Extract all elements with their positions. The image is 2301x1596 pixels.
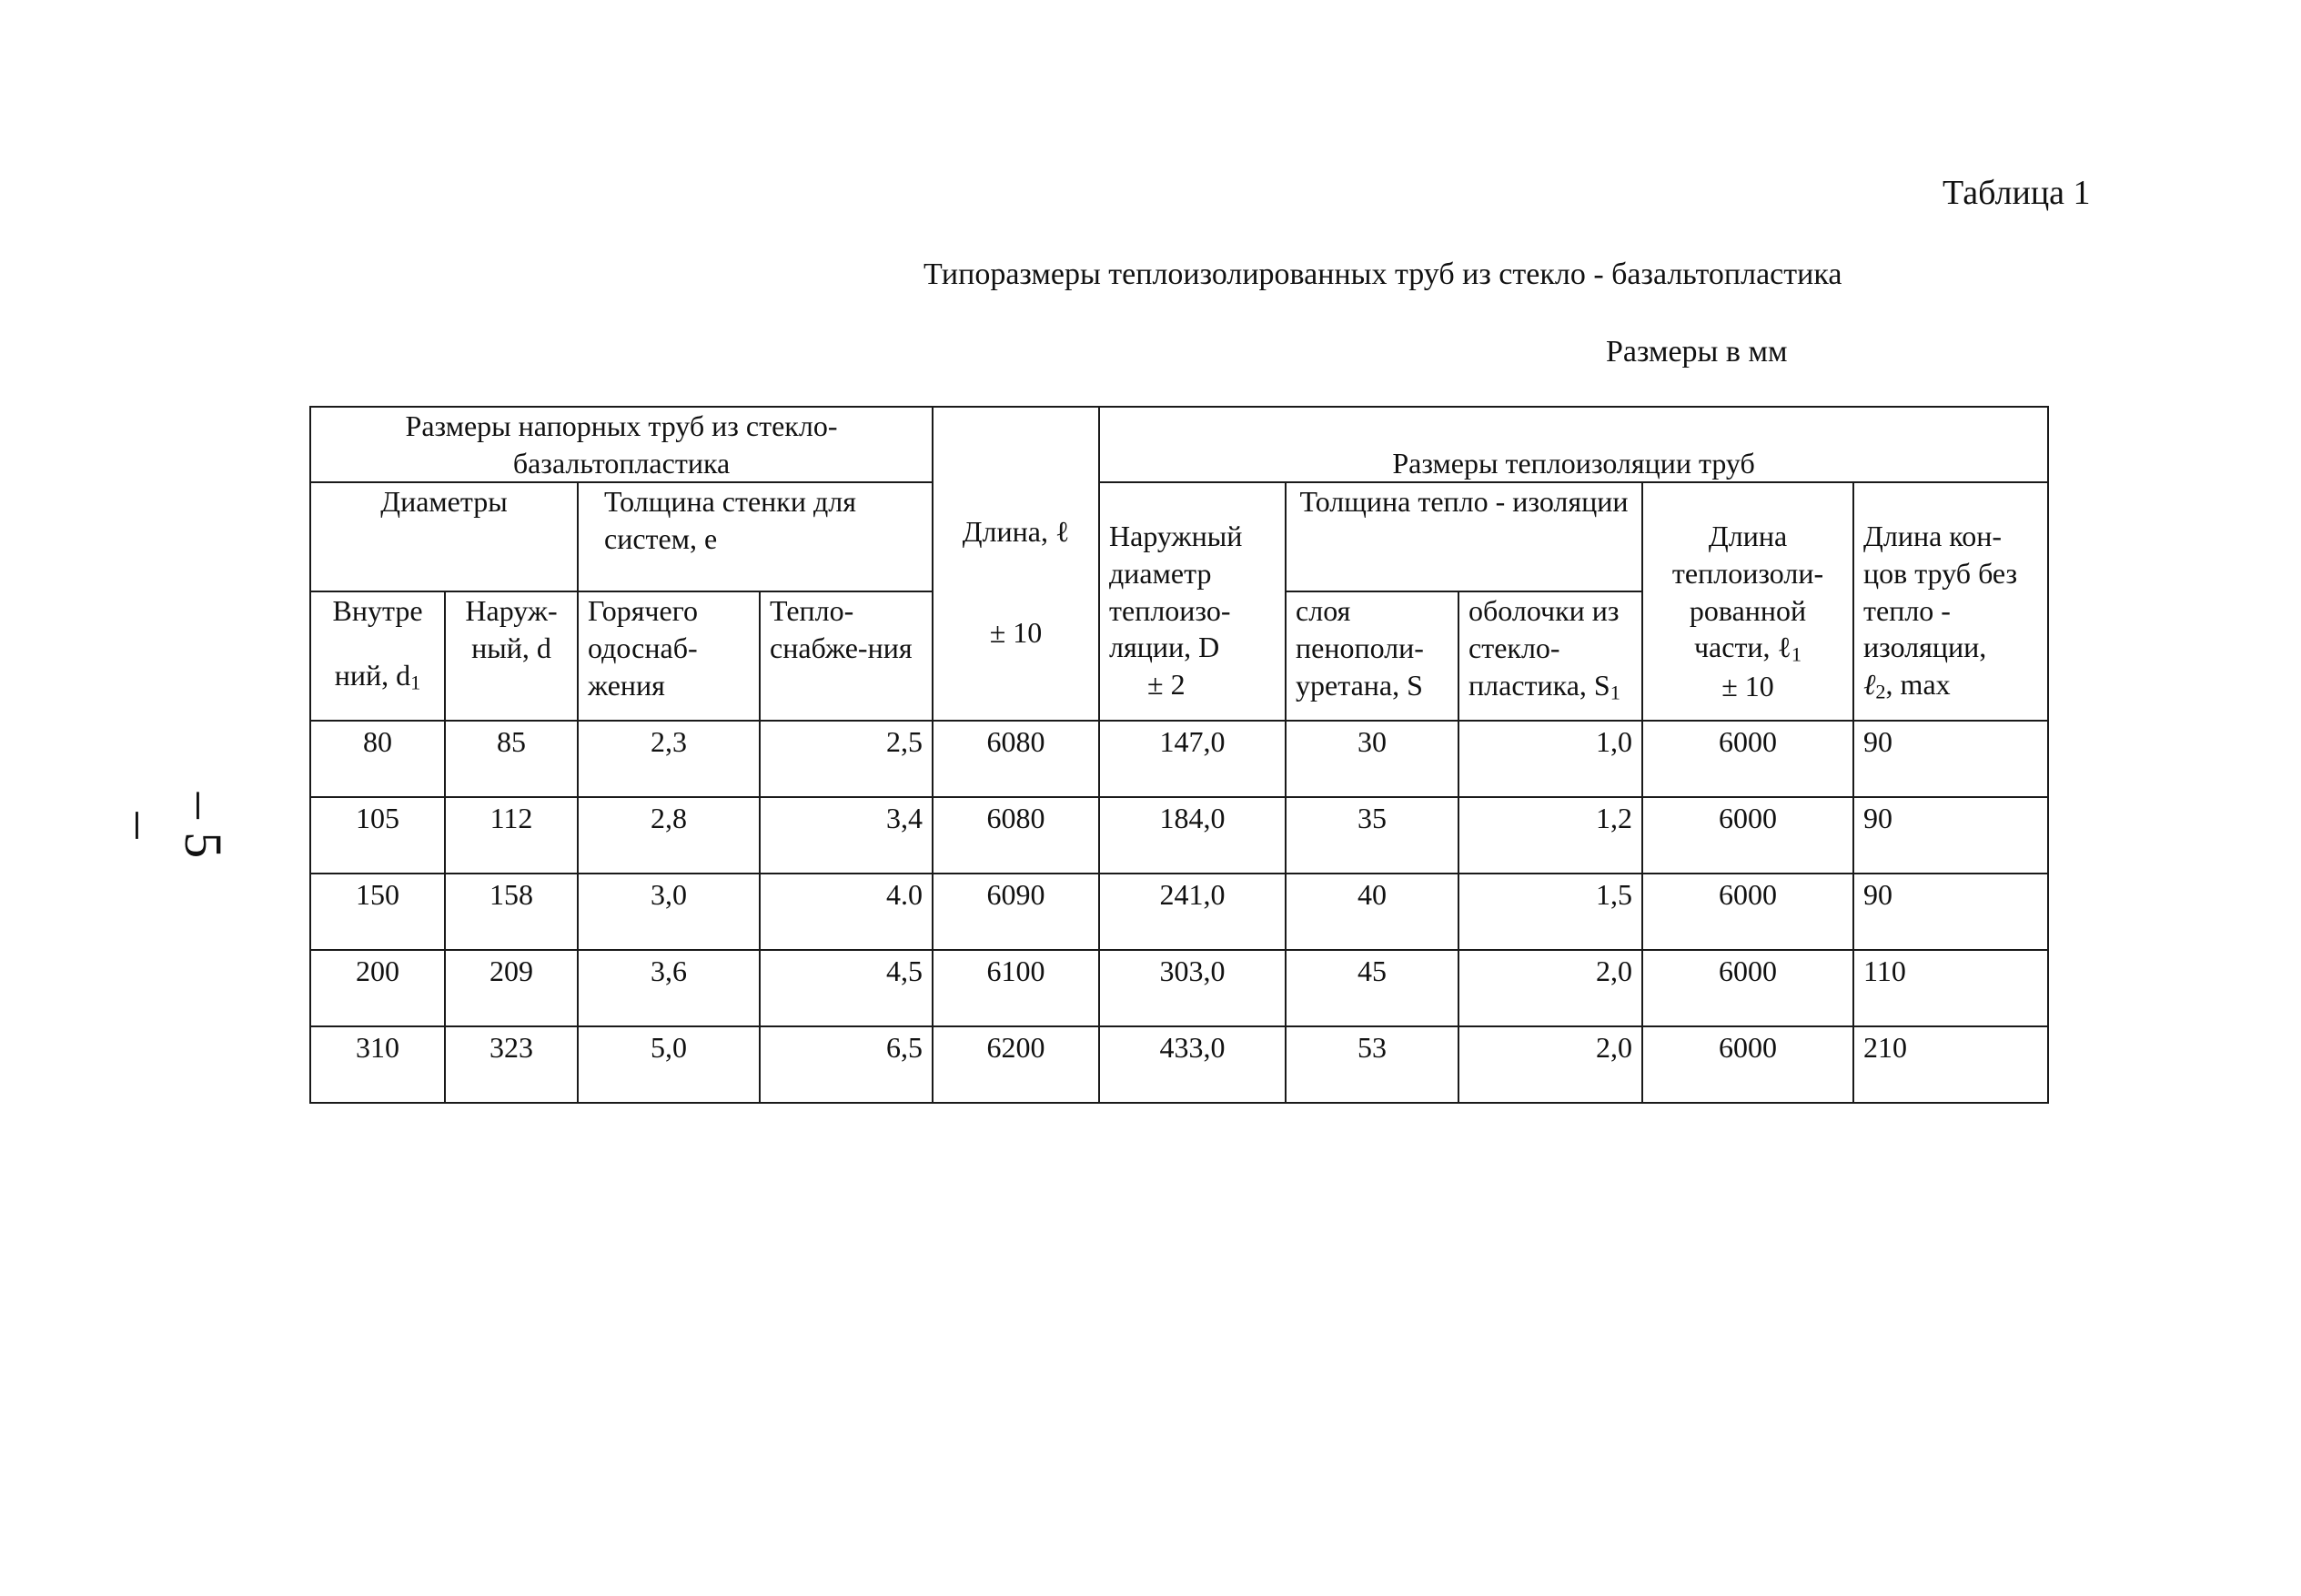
cell-insulated-length: 6000	[1642, 950, 1853, 1026]
header-insulated-length-tolerance: ± 10	[1721, 670, 1774, 703]
table-label: Таблица 1	[1943, 174, 2091, 212]
cell-foam-layer: 35	[1286, 797, 1458, 874]
cell-insulated-length: 6000	[1642, 874, 1853, 950]
header-inner-line1: Внутре	[332, 594, 423, 628]
cell-inner-diameter: 310	[310, 1026, 445, 1103]
header-wall-thickness: Толщина стенки для систем, e	[578, 482, 933, 591]
cell-insulated-length: 6000	[1642, 797, 1853, 874]
header-ends-length	[1853, 482, 2048, 721]
cell-ends-length: 210	[1853, 1026, 2048, 1103]
cell-outer-diameter: 85	[445, 721, 578, 797]
pipe-sizes-table	[309, 406, 2049, 1104]
cell-outer-diameter: 112	[445, 797, 578, 874]
cell-foam-layer: 40	[1286, 874, 1458, 950]
cell-ends-length: 90	[1853, 721, 2048, 797]
header-length-tolerance: ± 10	[989, 615, 1043, 649]
cell-outer-diameter: 158	[445, 874, 578, 950]
cell-shell: 2,0	[1458, 950, 1642, 1026]
cell-heat-supply-wall: 4,5	[760, 950, 933, 1026]
cell-length: 6080	[933, 797, 1099, 874]
header-outer-diameter-insulation	[1099, 482, 1286, 721]
header-insulation-thickness: Толщина тепло - изоляции	[1286, 482, 1642, 591]
table-row	[310, 1026, 2048, 1103]
header-outer-diameter-insulation-label: Наружный диаметр теплоизо-ляции, D	[1109, 520, 1243, 664]
cell-length: 6090	[933, 874, 1099, 950]
cell-inner-diameter: 200	[310, 950, 445, 1026]
page-number: – 5 –	[113, 792, 233, 859]
cell-ends-length: 110	[1853, 950, 2048, 1026]
cell-shell: 1,5	[1458, 874, 1642, 950]
header-outer-diameter-tolerance: ± 2	[1147, 667, 1186, 701]
header-hot-water: Горячего одоснаб-жения	[578, 591, 760, 721]
cell-foam-layer: 53	[1286, 1026, 1458, 1103]
header-ends-length-max: , max	[1885, 667, 1951, 701]
cell-insulation-outer-diameter: 303,0	[1099, 950, 1286, 1026]
cell-insulation-outer-diameter: 241,0	[1099, 874, 1286, 950]
cell-hot-water-wall: 2,3	[578, 721, 760, 797]
cell-foam-layer: 45	[1286, 950, 1458, 1026]
table-row	[310, 950, 2048, 1026]
header-diameters: Диаметры	[310, 482, 578, 591]
cell-hot-water-wall: 3,0	[578, 874, 760, 950]
cell-length: 6080	[933, 721, 1099, 797]
header-inner-line2	[335, 657, 421, 696]
header-inner-sub: 1	[410, 671, 421, 694]
cell-insulation-outer-diameter: 147,0	[1099, 721, 1286, 797]
header-ends-length-label: Длина кон-цов труб без тепло - изоляции,	[1863, 520, 2018, 664]
cell-shell: 1,0	[1458, 721, 1642, 797]
cell-insulated-length: 6000	[1642, 1026, 1853, 1103]
cell-length: 6100	[933, 950, 1099, 1026]
cell-shell: 2,0	[1458, 1026, 1642, 1103]
cell-heat-supply-wall: 6,5	[760, 1026, 933, 1103]
header-foam-layer: слоя пенополи-уретана, S	[1286, 591, 1458, 721]
cell-outer-diameter: 323	[445, 1026, 578, 1103]
header-insulated-length-sub: 1	[1791, 642, 1802, 666]
header-insulated-length-label: Длина теплоизоли-рованной части, ℓ	[1671, 520, 1824, 664]
header-ends-length-symbol: ℓ	[1863, 667, 1876, 701]
cell-insulation-outer-diameter: 184,0	[1099, 797, 1286, 874]
cell-hot-water-wall: 2,8	[578, 797, 760, 874]
cell-hot-water-wall: 5,0	[578, 1026, 760, 1103]
table-row	[310, 874, 2048, 950]
header-shell-label: оболочки из стекло-пластика, S	[1468, 594, 1620, 702]
cell-shell: 1,2	[1458, 797, 1642, 874]
cell-inner-diameter: 150	[310, 874, 445, 950]
header-shell	[1458, 591, 1642, 721]
header-pressure-pipes: Размеры напорных труб из стекло-базальтопластика	[310, 407, 933, 482]
header-insulated-length	[1642, 482, 1853, 721]
header-length	[933, 407, 1099, 721]
header-length-label: Длина, ℓ	[962, 515, 1070, 548]
table-caption: Типоразмеры теплоизолированных труб из стекло - базальтопластика	[923, 258, 1842, 291]
cell-outer-diameter: 209	[445, 950, 578, 1026]
cell-inner-diameter: 80	[310, 721, 445, 797]
cell-hot-water-wall: 3,6	[578, 950, 760, 1026]
header-outer-diameter: Наруж-ный, d	[445, 591, 578, 721]
cell-length: 6200	[933, 1026, 1099, 1103]
header-shell-sub: 1	[1610, 680, 1620, 703]
header-heat-supply: Тепло-снабже-ния	[760, 591, 933, 721]
table-row	[310, 721, 2048, 797]
cell-insulated-length: 6000	[1642, 721, 1853, 797]
header-inner-diameter	[310, 591, 445, 721]
table-row	[310, 797, 2048, 874]
cell-foam-layer: 30	[1286, 721, 1458, 797]
units-note: Размеры в мм	[1606, 335, 1788, 369]
cell-heat-supply-wall: 4.0	[760, 874, 933, 950]
cell-heat-supply-wall: 2,5	[760, 721, 933, 797]
cell-ends-length: 90	[1853, 797, 2048, 874]
cell-heat-supply-wall: 3,4	[760, 797, 933, 874]
header-insulation: Размеры теплоизоляции труб	[1099, 407, 2048, 482]
header-inner-line2-text: ний, d	[334, 658, 411, 692]
cell-insulation-outer-diameter: 433,0	[1099, 1026, 1286, 1103]
cell-ends-length: 90	[1853, 874, 2048, 950]
cell-inner-diameter: 105	[310, 797, 445, 874]
header-ends-length-sub: 2	[1875, 680, 1886, 703]
